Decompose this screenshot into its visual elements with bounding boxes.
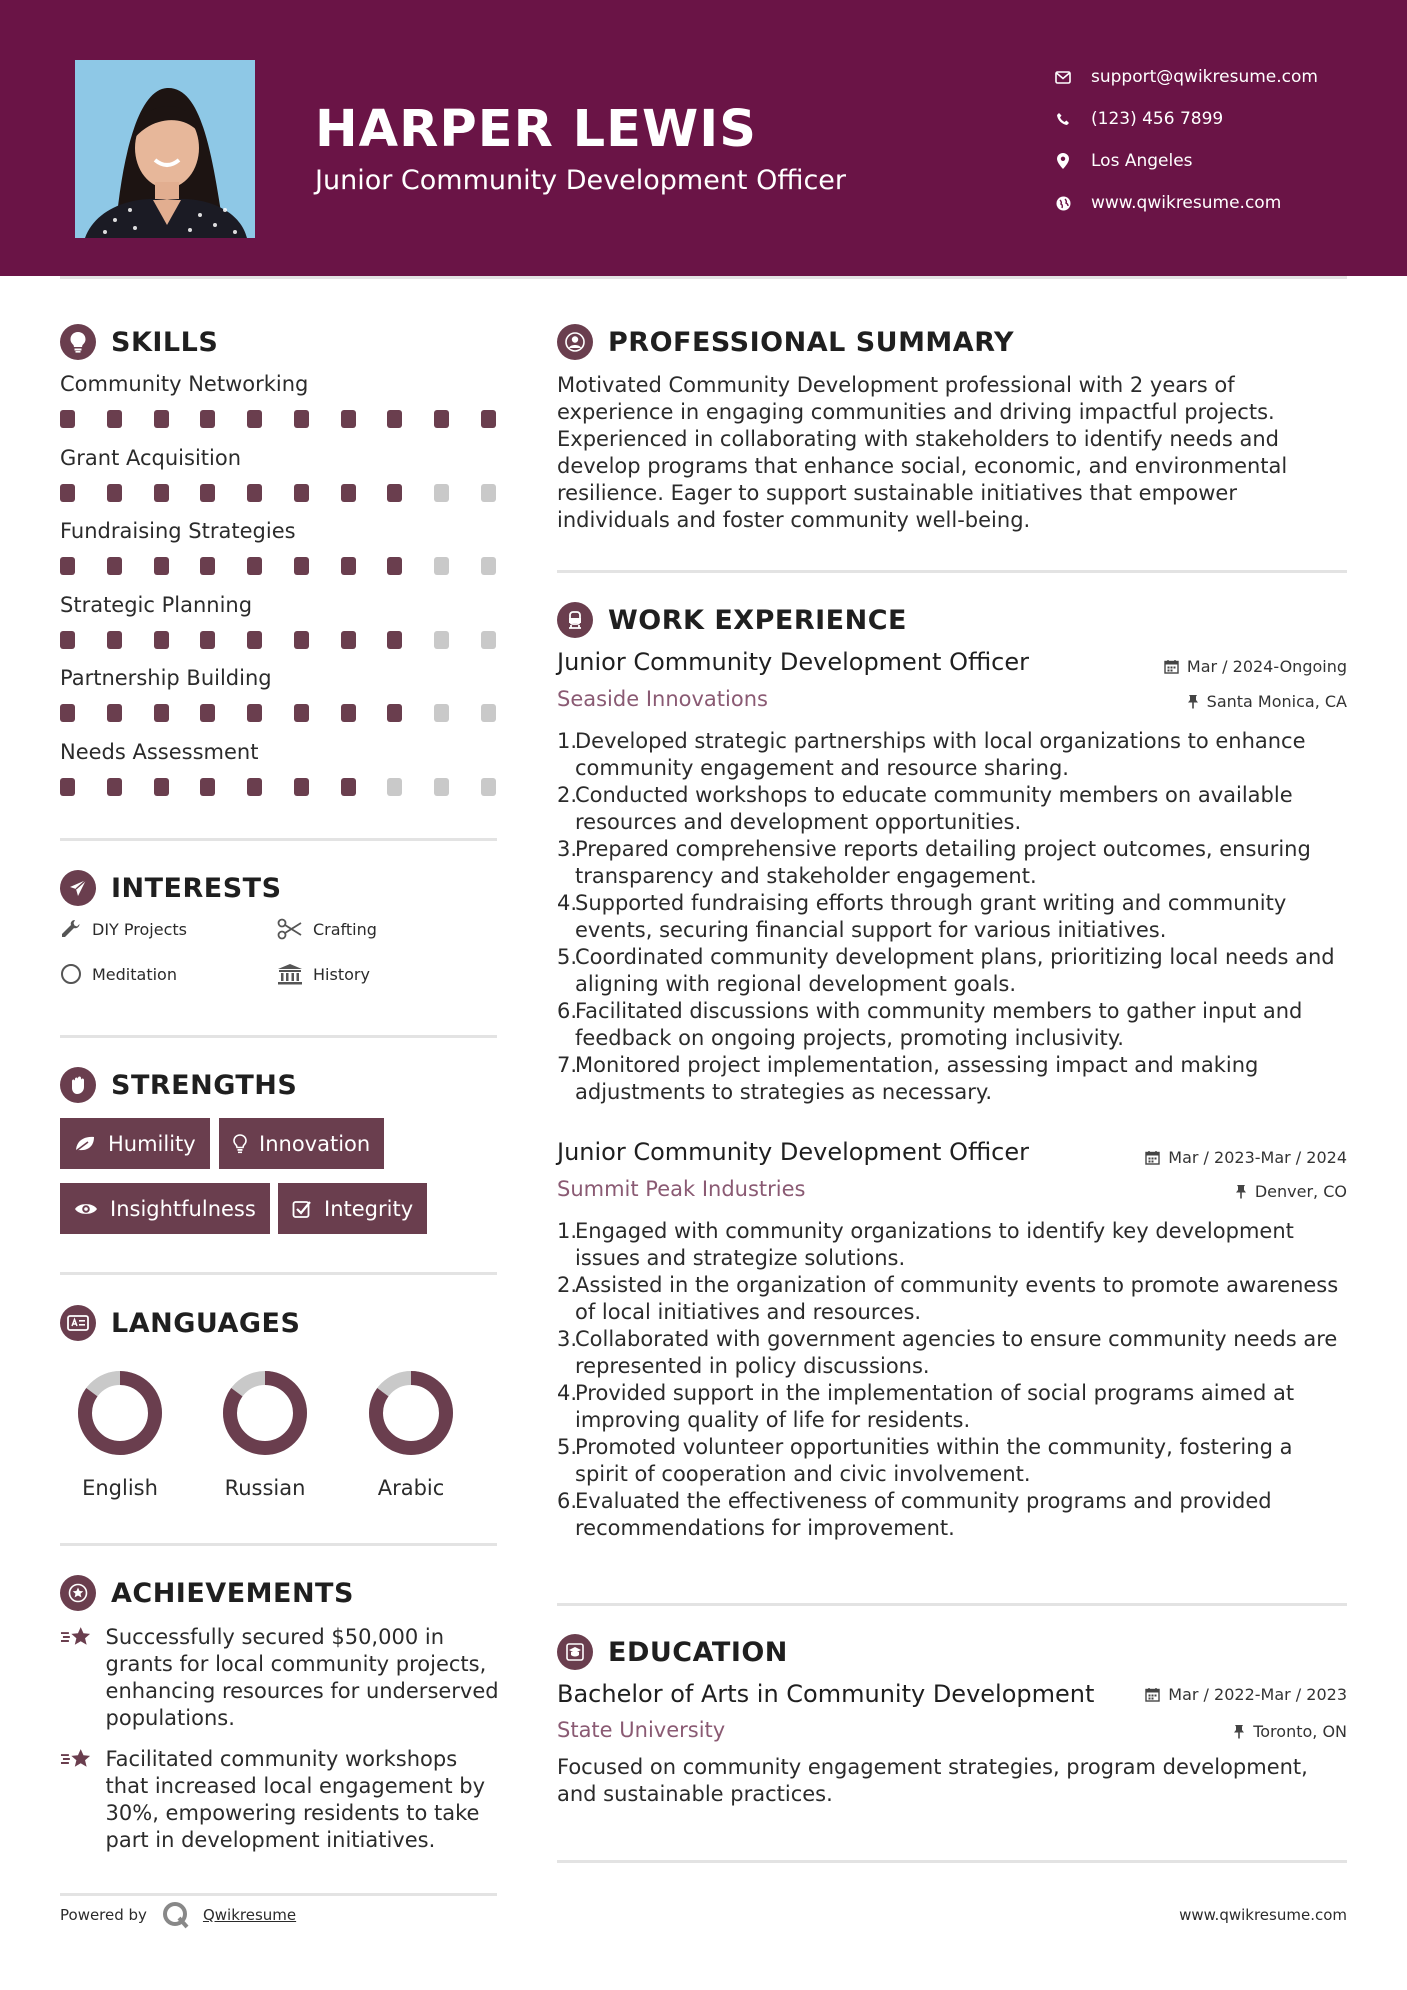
leaf-icon (74, 1135, 96, 1153)
skill-dot-filled (294, 778, 309, 796)
skill-dot-filled (294, 631, 309, 649)
user-icon (557, 324, 593, 360)
skill-dot-filled (247, 704, 262, 722)
interest-label: History (313, 964, 370, 984)
skill-dot-empty (387, 778, 402, 796)
skill-dot-filled (200, 484, 215, 502)
briefcase-icon (557, 602, 593, 638)
star-badge-icon (60, 1575, 96, 1611)
pushpin-icon (1233, 1724, 1245, 1739)
skill-dot-filled (294, 484, 309, 502)
job-bullet: 5. Promoted volunteer opportunities within the community, fostering a spirit of cooperation and civic involvement. (557, 1435, 1293, 1486)
job-bullets (557, 1218, 1347, 1542)
section-divider (60, 1893, 497, 1896)
circle-icon (60, 963, 82, 985)
contact-phone[interactable] (1055, 98, 1318, 140)
wrench-icon (60, 918, 82, 940)
lightbulb-icon (60, 324, 96, 360)
skill-dot-filled (294, 557, 309, 575)
job-bullet: 2. Assisted in the organization of community events to promote awareness of local initiatives and resources. (557, 1273, 1339, 1324)
skill-item (60, 738, 500, 812)
strength-label: Insightfulness (110, 1196, 256, 1221)
achievements-heading (60, 1575, 354, 1611)
job-location (1187, 692, 1347, 711)
languages-heading (60, 1305, 300, 1341)
summary-heading (557, 324, 1014, 360)
job-bullet: 4. Provided support in the implementation of social programs aimed at improving quality of life for residents. (557, 1381, 1295, 1432)
fist-icon (60, 1067, 96, 1103)
skill-item (60, 444, 500, 518)
scissors-icon (277, 918, 303, 940)
skill-dot-empty (434, 484, 449, 502)
language-item (351, 1368, 471, 1500)
skill-name: Community Networking (60, 372, 309, 396)
degree-title: Bachelor of Arts in Community Development (557, 1680, 1095, 1708)
graduate-icon (557, 1634, 593, 1670)
education-description: Focused on community engagement strategies, program development, and sustainable practices. (557, 1755, 1308, 1806)
job-location-text: Santa Monica, CA (1206, 692, 1347, 711)
skill-item (60, 664, 500, 738)
skill-item (60, 370, 500, 444)
skill-dot-filled (387, 704, 402, 722)
footer-powered-by (60, 1900, 296, 1930)
skill-dot-filled (200, 704, 215, 722)
lightbulb-icon (233, 1134, 247, 1154)
education-heading (557, 1634, 788, 1670)
skill-dot-filled (387, 557, 402, 575)
skill-rating (60, 484, 496, 502)
strength-label: Innovation (259, 1131, 371, 1156)
job-dates (1145, 1148, 1347, 1167)
skill-dot-filled (154, 704, 169, 722)
skill-rating (60, 557, 496, 575)
skill-dot-empty (481, 704, 496, 722)
skill-dot-filled (481, 410, 496, 428)
job-bullet: 4. Supported fundraising efforts through grant writing and community events, securing financial support for various initiatives. (557, 891, 1287, 942)
skill-dot-filled (247, 778, 262, 796)
section-divider (557, 1603, 1347, 1606)
contact-website[interactable] (1055, 182, 1318, 224)
skill-dot-filled (247, 410, 262, 428)
pushpin-icon (1235, 1184, 1247, 1199)
job-bullet: 1. Engaged with community organizations to identify key development issues and strategize solutions. (557, 1219, 1294, 1270)
skill-dot-filled (60, 557, 75, 575)
contact-info (1055, 56, 1318, 224)
skill-dot-empty (434, 704, 449, 722)
interest-label: Crafting (313, 919, 377, 939)
skill-dot-filled (154, 484, 169, 502)
achievement-text: Facilitated community workshops that increased local engagement by 30%, empowering residents to take part in development initiatives. (105, 1747, 486, 1852)
skill-dot-filled (107, 704, 122, 722)
candidate-title: Junior Community Development Officer (315, 165, 846, 196)
job-dates-text: Mar / 2023-Mar / 2024 (1168, 1148, 1347, 1167)
skill-name: Strategic Planning (60, 592, 253, 617)
strength-tag (60, 1183, 270, 1234)
skill-dot-filled (200, 557, 215, 575)
skill-dot-filled (60, 410, 75, 428)
strengths-title: STRENGTHS (111, 1069, 298, 1101)
language-card-icon (60, 1305, 96, 1341)
skill-name: Needs Assessment (60, 739, 259, 764)
language-ring (366, 1368, 456, 1458)
skills-heading (60, 324, 218, 360)
section-divider (557, 1860, 1347, 1863)
interest-item (60, 918, 187, 940)
skills-list (60, 370, 500, 811)
skill-dot-filled (387, 484, 402, 502)
education-dates-text: Mar / 2022-Mar / 2023 (1168, 1685, 1347, 1704)
achievement-item (60, 1746, 500, 1854)
contact-email-text: support@qwikresume.com (1091, 67, 1318, 87)
skill-dot-filled (247, 557, 262, 575)
language-ring (220, 1368, 310, 1458)
skill-dot-empty (481, 631, 496, 649)
skills-title: SKILLS (111, 326, 219, 358)
strength-tag (60, 1118, 210, 1169)
language-name: Arabic (377, 1476, 445, 1500)
header-divider (60, 276, 1347, 279)
skill-dot-filled (247, 631, 262, 649)
job-dates (1164, 657, 1347, 676)
skill-dot-filled (341, 631, 356, 649)
eye-icon (74, 1201, 98, 1217)
company-name: Summit Peak Industries (557, 1177, 806, 1201)
skill-dot-filled (200, 631, 215, 649)
interest-label: DIY Projects (92, 919, 187, 939)
achievement-text: Successfully secured $50,000 in grants for local community projects, enhancing resources for underserved populations. (105, 1625, 499, 1730)
calendar-icon (1145, 1150, 1160, 1165)
job-bullet: 6. Facilitated discussions with community members to gather input and feedback on ongoing projects, promoting inclusivity. (557, 999, 1303, 1050)
pushpin-icon (1187, 694, 1199, 709)
section-divider (60, 1272, 497, 1275)
language-ring (75, 1368, 165, 1458)
skill-dot-filled (154, 557, 169, 575)
checkbox-icon (292, 1199, 312, 1219)
skill-dot-empty (481, 557, 496, 575)
experience-title: WORK EXPERIENCE (608, 604, 907, 636)
shooting-star-icon (60, 1746, 94, 1774)
skill-dot-empty (481, 484, 496, 502)
map-pin-icon (1055, 153, 1071, 169)
skill-dot-filled (341, 484, 356, 502)
skill-dot-filled (387, 410, 402, 428)
skill-dot-filled (107, 631, 122, 649)
job-bullet: 2. Conducted workshops to educate community members on available resources and development opportunities. (557, 783, 1293, 834)
interest-item (277, 963, 370, 985)
education-location-text: Toronto, ON (1253, 1722, 1347, 1741)
skill-name: Fundraising Strategies (60, 519, 296, 543)
job-bullet: 6. Evaluated the effectiveness of community programs and provided recommendations for improvement. (557, 1489, 1272, 1540)
skill-dot-filled (387, 631, 402, 649)
interest-label: Meditation (92, 964, 177, 984)
language-name: Russian (224, 1476, 306, 1500)
qwikresume-link[interactable]: Qwikresume (202, 1906, 297, 1924)
skill-dot-filled (341, 557, 356, 575)
skill-dot-filled (341, 778, 356, 796)
skill-dot-empty (434, 778, 449, 796)
contact-phone-text: (123) 456 7899 (1091, 109, 1224, 129)
calendar-icon (1164, 659, 1179, 674)
strength-label: Humility (108, 1131, 196, 1156)
contact-website-text: www.qwikresume.com (1091, 193, 1282, 213)
envelope-icon (1055, 69, 1071, 85)
language-name: English (82, 1476, 158, 1500)
skill-item (60, 591, 500, 665)
skill-rating (60, 778, 496, 796)
resume-header (0, 0, 1407, 276)
skill-dot-filled (434, 410, 449, 428)
skill-dot-filled (247, 484, 262, 502)
summary-title: PROFESSIONAL SUMMARY (608, 326, 1015, 358)
strengths-heading (60, 1067, 297, 1103)
job-bullet: 5. Coordinated community development plans, prioritizing local needs and aligning with regional development goals. (557, 945, 1335, 996)
skill-dot-empty (434, 631, 449, 649)
paper-plane-icon (60, 870, 96, 906)
powered-by-label: Powered by (60, 1906, 147, 1924)
skill-dot-filled (294, 704, 309, 722)
footer-website[interactable]: www.qwikresume.com (1179, 1906, 1347, 1924)
skill-dot-filled (107, 778, 122, 796)
job-bullet: 3. Collaborated with government agencies to ensure community needs are represented in policy discussions. (557, 1327, 1338, 1378)
skill-dot-filled (60, 778, 75, 796)
contact-location-text: Los Angeles (1091, 151, 1193, 171)
skill-dot-filled (154, 410, 169, 428)
education-location (1233, 1722, 1347, 1741)
skill-rating (60, 410, 496, 428)
interest-item (277, 918, 377, 940)
achievements-title: ACHIEVEMENTS (111, 1577, 354, 1609)
language-item (205, 1368, 325, 1500)
job-bullets (557, 728, 1347, 1106)
job-dates-text: Mar / 2024-Ongoing (1186, 657, 1347, 676)
skill-name: Partnership Building (60, 666, 272, 690)
skill-dot-filled (107, 557, 122, 575)
interest-item (60, 963, 177, 985)
skill-rating (60, 704, 496, 722)
job-title: Junior Community Development Officer (557, 648, 1029, 676)
shooting-star-icon (60, 1624, 94, 1652)
section-divider (60, 1035, 497, 1038)
skill-dot-empty (434, 557, 449, 575)
skill-dot-filled (60, 484, 75, 502)
strength-tag (278, 1183, 427, 1234)
skill-dot-filled (200, 410, 215, 428)
skill-dot-filled (107, 410, 122, 428)
education-title: EDUCATION (608, 1636, 788, 1668)
skill-dot-filled (60, 704, 75, 722)
experience-heading (557, 602, 907, 638)
job-bullet: 7. Monitored project implementation, assessing impact and making adjustments to strategies as necessary. (557, 1053, 1259, 1104)
interests-title: INTERESTS (111, 872, 282, 904)
school-name: State University (557, 1718, 726, 1742)
skill-dot-filled (200, 778, 215, 796)
skill-item (60, 517, 500, 591)
section-divider (60, 1543, 497, 1546)
education-dates (1145, 1685, 1347, 1704)
company-name: Seaside Innovations (557, 687, 768, 711)
skill-dot-filled (341, 410, 356, 428)
achievement-item (60, 1624, 500, 1732)
skill-dot-filled (154, 778, 169, 796)
skill-name: Grant Acquisition (60, 445, 242, 470)
profile-photo (75, 60, 255, 238)
section-divider (557, 570, 1347, 573)
job-bullet: 3. Prepared comprehensive reports detailing project outcomes, ensuring transparency and stakeholder engagement. (557, 837, 1311, 888)
skill-dot-filled (294, 410, 309, 428)
language-item (60, 1368, 180, 1500)
globe-icon (1055, 195, 1071, 211)
phone-icon (1055, 111, 1071, 127)
interests-heading (60, 870, 282, 906)
skill-dot-filled (154, 631, 169, 649)
strength-tag (219, 1118, 384, 1169)
job-title: Junior Community Development Officer (557, 1138, 1029, 1166)
calendar-icon (1145, 1687, 1160, 1702)
skill-rating (60, 631, 496, 649)
qwikresume-logo-icon (161, 1900, 193, 1930)
summary-text: Motivated Community Development professional with 2 years of experience in engaging communities and driving impactful projects. Experienced in collaborating with stakeholders to identify needs and develop programs that enhance social, economic, and environmental resilience. Eager to support sustainable initiatives that empower individuals and foster community well-being. (557, 373, 1288, 532)
job-bullet: 1. Developed strategic partnerships with local organizations to enhance community engagement and resource sharing. (557, 729, 1306, 780)
museum-icon (277, 963, 303, 985)
contact-location (1055, 140, 1318, 182)
job-location (1235, 1182, 1347, 1201)
section-divider (60, 838, 497, 841)
skill-dot-filled (60, 631, 75, 649)
skill-dot-filled (341, 704, 356, 722)
skill-dot-empty (481, 778, 496, 796)
languages-title: LANGUAGES (111, 1307, 301, 1339)
strength-label: Integrity (324, 1196, 414, 1221)
contact-email[interactable] (1055, 56, 1318, 98)
skill-dot-filled (107, 484, 122, 502)
candidate-name: HARPER LEWIS (315, 100, 757, 159)
job-location-text: Denver, CO (1254, 1182, 1347, 1201)
